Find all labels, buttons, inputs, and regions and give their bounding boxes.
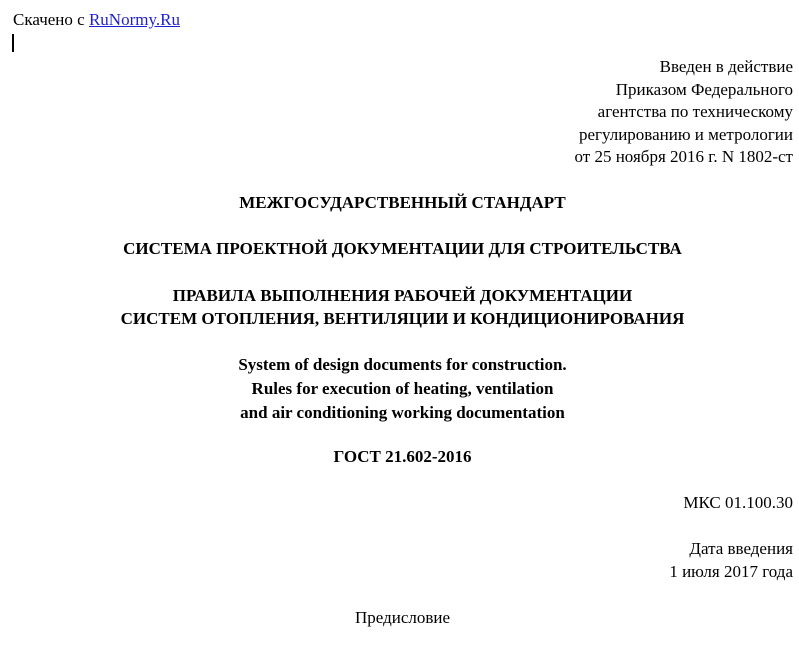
- introduction-label: Дата введения: [689, 539, 793, 558]
- text-cursor: [12, 34, 14, 52]
- approval-line: Приказом Федерального: [615, 79, 793, 99]
- english-title: [0, 354, 799, 426]
- introduction-date: 1 июля 2017 года: [669, 562, 793, 581]
- rules-heading: [0, 285, 799, 331]
- english-title-line: and air conditioning working documentation: [240, 403, 565, 422]
- source-link[interactable]: RuNormy.Ru: [88, 10, 180, 29]
- mks-code: МКС 01.100.30: [683, 493, 793, 512]
- english-title-line: System of design documents for construction.: [238, 355, 567, 374]
- gost-text: ГОСТ 21.602-2016: [333, 447, 472, 466]
- foreword-heading: Предисловие: [354, 608, 451, 627]
- system-heading: [0, 238, 799, 260]
- gost-number: [0, 446, 799, 468]
- approval-line: агентства по техническому: [597, 102, 793, 121]
- heading-text: МЕЖГОСУДАРСТВЕННЫЙ СТАНДАРТ: [239, 193, 566, 212]
- heading-line: СИСТЕМ ОТОПЛЕНИЯ, ВЕНТИЛЯЦИИ И КОНДИЦИОНИРОВАНИЯ: [120, 309, 685, 328]
- interstate-standard-heading: [0, 192, 799, 214]
- source-line: [13, 9, 180, 31]
- approval-block: [393, 56, 793, 169]
- source-prefix: Скачено с: [13, 10, 85, 29]
- approval-line: регулированию и метрологии: [578, 124, 793, 144]
- approval-line: от 25 ноября 2016 г. N 1802-ст: [574, 147, 793, 166]
- heading-line: ПРАВИЛА ВЫПОЛНЕНИЯ РАБОЧЕЙ ДОКУМЕНТАЦИИ: [172, 286, 633, 305]
- approval-line: Введен в действие: [659, 57, 793, 76]
- heading-text: СИСТЕМА ПРОЕКТНОЙ ДОКУМЕНТАЦИИ ДЛЯ СТРОИТЕЛЬСТВА: [123, 239, 682, 258]
- english-title-line: Rules for execution of heating, ventilation: [251, 379, 554, 398]
- introduction-date-block: [669, 538, 793, 584]
